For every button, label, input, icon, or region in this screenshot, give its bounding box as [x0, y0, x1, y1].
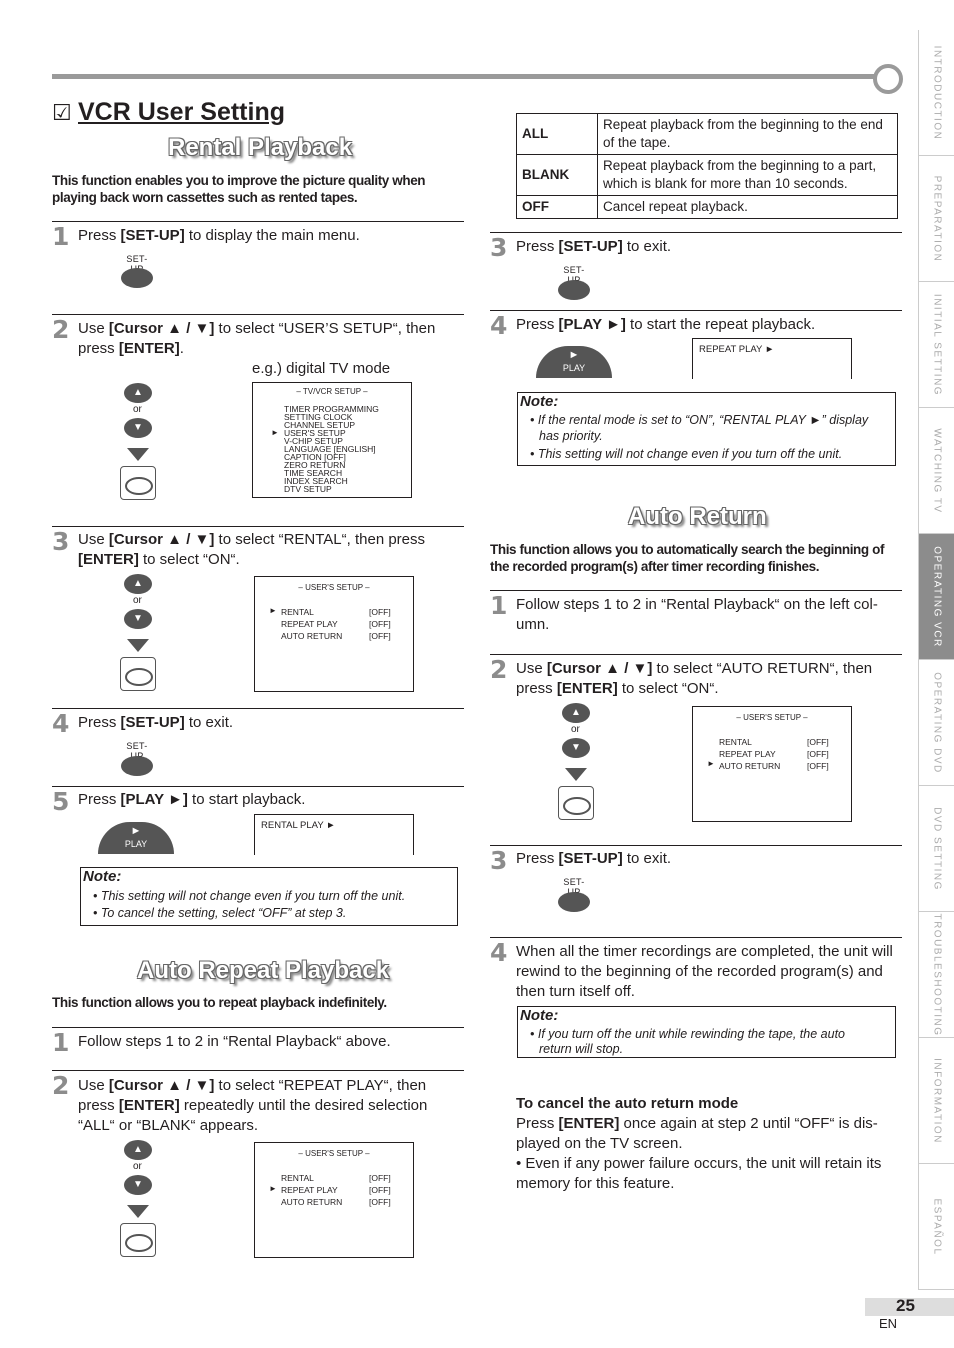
- row-value: [OFF]: [369, 631, 391, 641]
- row-label: RENTAL: [281, 607, 314, 617]
- step-number: 4: [490, 938, 508, 967]
- cursor-down-button[interactable]: ▼: [124, 418, 152, 438]
- cursor-up-button[interactable]: ▲: [124, 383, 152, 403]
- divider: [52, 708, 464, 709]
- setup-button[interactable]: [121, 268, 153, 288]
- tab-information[interactable]: INFORMATION: [918, 1038, 954, 1164]
- tab-operating-dvd[interactable]: OPERATING DVD: [918, 660, 954, 786]
- rental-play-screen: [254, 814, 414, 855]
- row-label: REPEAT PLAY: [281, 619, 338, 629]
- note-line: has priority.: [539, 429, 603, 443]
- cursor-icon: ►: [269, 606, 277, 615]
- cursor-icon: ►: [707, 759, 715, 768]
- note-title: Note:: [520, 1007, 559, 1024]
- checkbox-icon: ☑: [52, 100, 72, 125]
- row-value: [OFF]: [369, 1197, 391, 1207]
- table-value: Repeat playback from the beginning to the end of the tape.: [598, 114, 898, 155]
- or-label: or: [133, 1161, 142, 1172]
- menu-item: TIMER PROGRAMMING: [284, 404, 379, 414]
- example-label: e.g.) digital TV mode: [252, 360, 391, 377]
- tab-preparation[interactable]: PREPARATION: [918, 156, 954, 282]
- page-number: 25: [896, 1296, 915, 1315]
- divider: [490, 232, 902, 233]
- row-label: RENTAL: [719, 737, 752, 747]
- cancel-text: Press [ENTER] once again at step 2 until “OFF“ is dis-played on the TV screen.: [516, 1115, 878, 1152]
- tab-troubleshooting[interactable]: TROUBLESHOOTING: [918, 912, 954, 1038]
- enter-button[interactable]: [120, 657, 156, 691]
- row-value: [OFF]: [369, 1173, 391, 1183]
- note-line: • This setting will not change even if you turn off the unit.: [93, 889, 406, 903]
- table-value: Repeat playback from the beginning to a part, which is blank for more than 10 seconds.: [598, 155, 898, 196]
- note-line: • If the rental mode is set to “ON”, “RENTAL PLAY ►” display: [530, 413, 869, 427]
- divider: [52, 1027, 464, 1028]
- setup-values: [369, 606, 391, 642]
- menu-item: CAPTION [OFF]: [284, 452, 346, 462]
- language-label: EN: [879, 1316, 898, 1331]
- users-setup-screen: [254, 576, 414, 692]
- screen-text: RENTAL PLAY ►: [261, 820, 336, 831]
- repeat-step4-text: Press [PLAY ►] to start the repeat playback.: [516, 316, 816, 333]
- step-number: 1: [490, 591, 508, 620]
- play-button[interactable]: [98, 822, 174, 854]
- divider: [490, 654, 902, 655]
- repeat-step3-text: Press [SET-UP] to exit.: [516, 238, 672, 255]
- step-number: 2: [490, 655, 508, 684]
- setup-values: [369, 1172, 391, 1208]
- table-row: [517, 196, 898, 219]
- setup-button-label: SET-: [563, 877, 585, 887]
- row-value: [OFF]: [807, 749, 829, 759]
- tab-watching-tv[interactable]: WATCHING TV: [918, 408, 954, 534]
- tab-dvd-setting[interactable]: DVD SETTING: [918, 786, 954, 912]
- tab-operating-vcr[interactable]: OPERATING VCR: [918, 534, 954, 660]
- cancel-title: To cancel the auto return mode: [516, 1095, 739, 1112]
- setup-button[interactable]: [558, 892, 590, 912]
- step-number: 2: [52, 1071, 70, 1100]
- step-number: 4: [52, 709, 70, 738]
- menu-item: INDEX SEARCH: [284, 476, 348, 486]
- auto-return-step4-text: When all the timer recordings are completed, the unit will rewind to the beginning of the recorded program(s) and then turn itself off.: [516, 943, 893, 1000]
- arrow-down-icon: [565, 768, 587, 781]
- rental-step2-text: Use [Cursor ▲ / ▼] to select “USER’S SETUP“, then press [ENTER].: [78, 320, 436, 357]
- enter-oval-icon: [563, 797, 591, 815]
- setup-button-label: SET-: [126, 254, 148, 264]
- menu-item: SETTING CLOCK: [284, 412, 353, 422]
- auto-return-step2-text: Use [Cursor ▲ / ▼] to select “AUTO RETURN“, then press [ENTER] to select “ON“.: [516, 660, 873, 697]
- auto-return-step3-text: Press [SET-UP] to exit.: [516, 850, 672, 867]
- auto-return-note: [517, 1006, 896, 1058]
- cancel-bullet: • Even if any power failure occurs, the unit will retain its memory for this feature.: [516, 1155, 882, 1192]
- setup-button-label: SET-: [563, 265, 585, 275]
- row-label: RENTAL: [281, 1173, 314, 1183]
- screen-title: – USER'S SETUP –: [298, 1149, 370, 1158]
- screen-title: – USER'S SETUP –: [736, 713, 808, 722]
- table-row: [517, 155, 898, 196]
- rental-step3-text: Use [Cursor ▲ / ▼] to select “RENTAL“, then press [ENTER] to select “ON“.: [78, 531, 426, 568]
- header-rule: [52, 74, 882, 79]
- setup-button[interactable]: [558, 280, 590, 300]
- row-value: [OFF]: [807, 761, 829, 771]
- rental-step5-text: Press [PLAY ►] to start playback.: [78, 791, 306, 808]
- rental-step1-text: Press [SET-UP] to display the main menu.: [78, 227, 360, 244]
- menu-list: [284, 405, 379, 493]
- menu-item: CHANNEL SETUP: [284, 420, 356, 430]
- row-value: [OFF]: [369, 619, 391, 629]
- cursor-up-button[interactable]: ▲: [124, 574, 152, 594]
- setup-button-label: SET-: [126, 741, 148, 751]
- divider: [52, 221, 464, 222]
- play-button[interactable]: [536, 346, 612, 378]
- repeat-options-table: [516, 113, 898, 219]
- table-value: Cancel repeat playback.: [598, 196, 898, 219]
- or-label: or: [133, 595, 142, 606]
- step-number: 3: [490, 846, 508, 875]
- tab-introduction[interactable]: INTRODUCTION: [918, 30, 954, 156]
- cursor-down-button[interactable]: ▼: [562, 738, 590, 758]
- cursor-down-button[interactable]: ▼: [124, 609, 152, 629]
- row-value: [OFF]: [369, 1185, 391, 1195]
- divider: [52, 786, 464, 787]
- rental-step4-text: Press [SET-UP] to exit.: [78, 714, 234, 731]
- divider: [490, 937, 902, 938]
- repeat-heading: Auto Repeat Playback: [137, 957, 390, 984]
- cursor-icon: ►: [269, 1184, 277, 1193]
- menu-item: ZERO RETURN: [284, 460, 346, 470]
- table-key: BLANK: [517, 155, 598, 196]
- step-number: 3: [52, 527, 70, 556]
- screen-title: – TV/VCR SETUP –: [296, 387, 368, 396]
- divider: [490, 845, 902, 846]
- step-number: 2: [52, 315, 70, 344]
- cursor-down-button[interactable]: ▼: [124, 1175, 152, 1195]
- divider: [52, 314, 464, 315]
- users-setup-screen: [254, 1142, 414, 1258]
- divider: [52, 1070, 464, 1071]
- cursor-up-button[interactable]: ▲: [124, 1140, 152, 1160]
- or-label: or: [571, 724, 580, 735]
- row-value: [OFF]: [369, 607, 391, 617]
- arrow-down-icon: [127, 639, 149, 652]
- cursor-icon: ►: [271, 428, 279, 437]
- menu-item: LANGUAGE [ENGLISH]: [284, 444, 376, 454]
- enter-button[interactable]: [120, 1223, 156, 1257]
- setup-labels: [281, 606, 342, 642]
- repeat-intro: This function allows you to repeat playback indefinitely.: [52, 995, 387, 1010]
- auto-return-heading: Auto Return: [628, 503, 767, 530]
- step-number: 4: [490, 311, 508, 340]
- note-line: • If you turn off the unit while rewinding the tape, the auto: [530, 1027, 845, 1041]
- note-title: Note:: [83, 868, 122, 885]
- repeat-step1-text: Follow steps 1 to 2 in “Rental Playback“ above.: [78, 1033, 391, 1050]
- rental-intro: This function enables you to improve the picture quality when playing back worn cassettes such as rented tapes.: [52, 173, 426, 205]
- enter-oval-icon: [125, 477, 153, 495]
- cursor-up-button[interactable]: ▲: [562, 703, 590, 723]
- step-number: 3: [490, 233, 508, 262]
- tab-espanol[interactable]: ESPAÑOL: [918, 1164, 954, 1290]
- setup-values: [807, 736, 829, 772]
- table-key: OFF: [517, 196, 598, 219]
- play-label: PLAY: [124, 839, 148, 849]
- step-number: 1: [52, 222, 70, 251]
- note-line: • To cancel the setting, select “OFF” at step 3.: [93, 906, 347, 920]
- divider: [490, 590, 902, 591]
- tab-initial-setting[interactable]: INITIAL SETTING: [918, 282, 954, 408]
- table-row: [517, 114, 898, 155]
- enter-oval-icon: [125, 668, 153, 686]
- setup-labels: [281, 1172, 342, 1208]
- enter-button[interactable]: [120, 466, 156, 500]
- row-label: REPEAT PLAY: [719, 749, 776, 759]
- rental-note: [80, 867, 458, 926]
- auto-return-step1-text: Follow steps 1 to 2 in “Rental Playback“ on the left col-umn.: [516, 596, 878, 633]
- menu-item: DTV SETUP: [284, 484, 332, 494]
- divider: [490, 310, 902, 311]
- header-circle: [873, 64, 903, 94]
- arrow-down-icon: [127, 448, 149, 461]
- play-label: PLAY: [562, 363, 586, 373]
- row-label: REPEAT PLAY: [281, 1185, 338, 1195]
- divider: [52, 526, 464, 527]
- screen-title: – USER'S SETUP –: [298, 583, 370, 592]
- users-setup-screen: [692, 706, 852, 822]
- step-number: 5: [52, 787, 70, 816]
- play-icon: ►: [568, 349, 580, 361]
- note-line: return will stop.: [539, 1042, 624, 1056]
- setup-button[interactable]: [121, 756, 153, 776]
- menu-item: USER'S SETUP: [284, 428, 346, 438]
- enter-oval-icon: [125, 1234, 153, 1252]
- repeat-note: [517, 392, 896, 466]
- row-value: [OFF]: [807, 737, 829, 747]
- auto-return-intro: This function allows you to automatically search the beginning of the recorded program(s) after timer recording finishes.: [490, 542, 885, 574]
- menu-item: V-CHIP SETUP: [284, 436, 343, 446]
- tv-vcr-setup-screen: [252, 382, 412, 498]
- note-title: Note:: [520, 393, 559, 410]
- step-number: 1: [52, 1028, 70, 1057]
- menu-item: TIME SEARCH: [284, 468, 343, 478]
- row-label: AUTO RETURN: [719, 761, 781, 771]
- note-line: • This setting will not change even if you turn off the unit.: [530, 447, 843, 461]
- or-label: or: [133, 404, 142, 415]
- setup-labels: [719, 736, 780, 772]
- row-label: AUTO RETURN: [281, 1197, 343, 1207]
- table-key: ALL: [517, 114, 598, 155]
- row-label: AUTO RETURN: [281, 631, 343, 641]
- page-title: VCR User Setting: [78, 98, 285, 126]
- arrow-down-icon: [127, 1205, 149, 1218]
- repeat-play-screen: [692, 338, 852, 379]
- rental-heading: Rental Playback: [168, 134, 353, 161]
- enter-button[interactable]: [558, 786, 594, 820]
- screen-text: REPEAT PLAY ►: [699, 344, 775, 355]
- play-icon: ►: [130, 825, 142, 837]
- repeat-step2-text: Use [Cursor ▲ / ▼] to select “REPEAT PLAY“, then press [ENTER] repeatedly until the desired selection “ALL“ or “BLANK“ appears.: [78, 1077, 428, 1134]
